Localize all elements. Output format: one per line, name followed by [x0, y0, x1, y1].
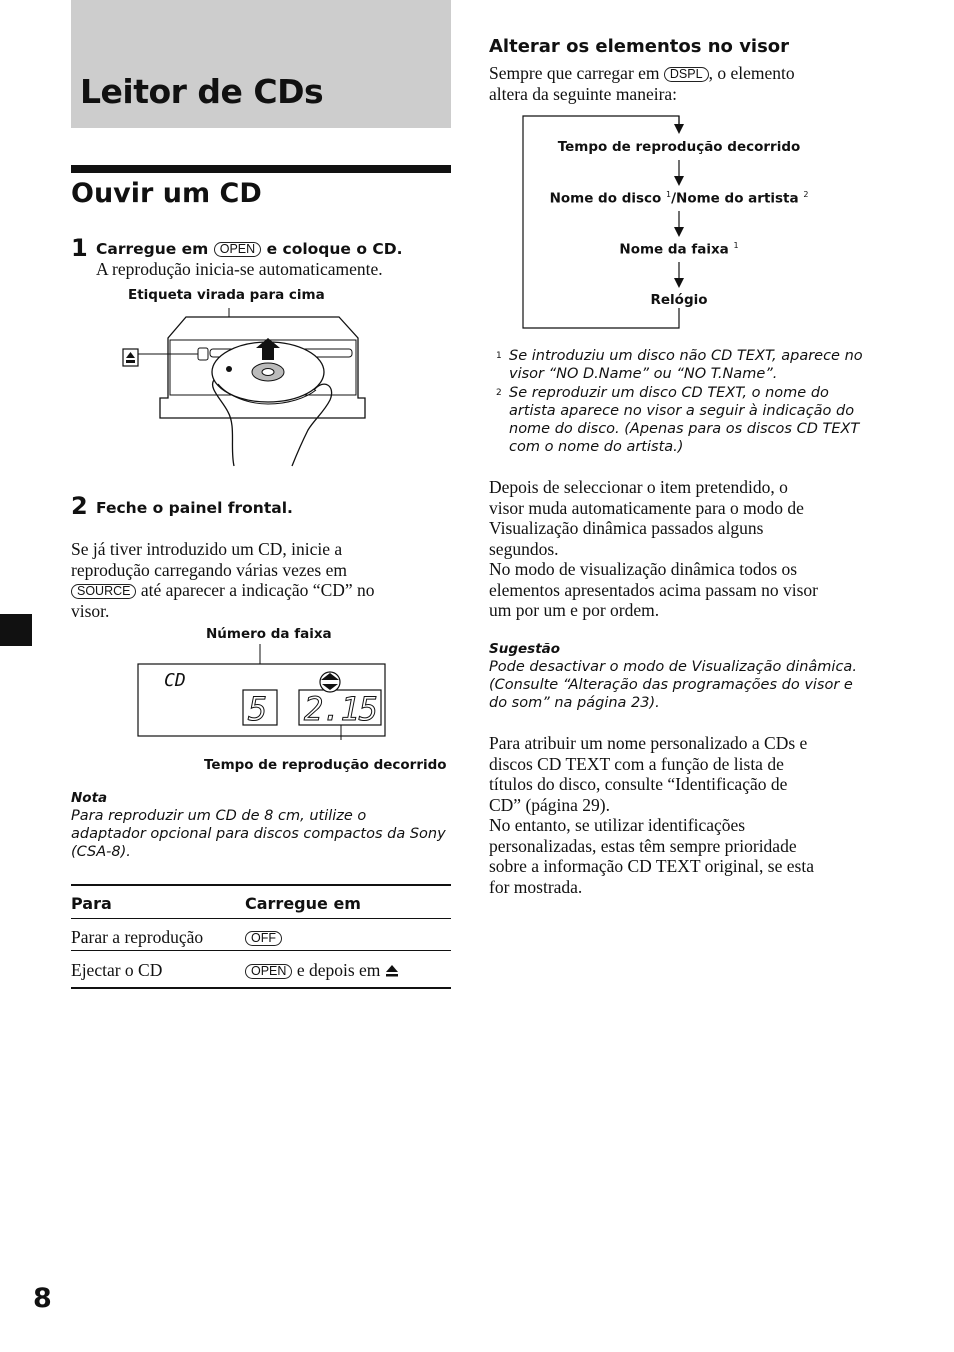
auto-scroll-paragraph: [489, 477, 889, 621]
table-row-stop-label: Parar a reprodução: [71, 927, 204, 947]
paragraph-line: Visualização dinâmica passados alguns: [489, 518, 764, 538]
table-divider: [71, 918, 451, 919]
step-1-detail: A reprodução inicia-se automaticamente.: [96, 259, 383, 279]
source-para-line-2: reprodução carregando várias vezes em: [71, 559, 347, 580]
source-para-line-3-text: até aparecer a indicação “CD” no: [140, 580, 375, 600]
paragraph-line: um por um e por ordem.: [489, 600, 660, 620]
paragraph-line: discos CD TEXT com a função de lista de: [489, 753, 784, 774]
display-intro-after: , o elemento: [708, 63, 795, 83]
step-1-text-before: Carregue em: [96, 240, 209, 258]
flow-item-elapsed-time: Tempo de reprodução decorrido: [557, 139, 801, 155]
tip-body: [489, 658, 889, 712]
paragraph-line: for mostrada.: [489, 876, 583, 897]
chapter-side-tab: [0, 614, 32, 646]
note-line: Para reproduzir um CD de 8 cm, utilize o: [71, 808, 367, 824]
disc-memo-paragraph: [489, 733, 889, 897]
step-1-text-after: e coloque o CD.: [266, 240, 403, 258]
source-paragraph: [71, 539, 451, 621]
lcd-time-text: 2.15: [304, 690, 378, 728]
paragraph-line: sobre a informação CD TEXT original, se esta: [489, 856, 814, 876]
dspl-button-label: DSPL: [664, 67, 709, 82]
paragraph-line: títulos do disco, consulte “Identificação de: [489, 774, 788, 794]
paragraph-line: segundos.: [489, 538, 559, 559]
section-rule: [71, 165, 451, 173]
tip-line: do som” na página 23).: [489, 695, 660, 711]
footnote-line: artista aparece no visor a seguir à indicação do: [509, 403, 855, 419]
paragraph-line: No modo de visualização dinâmica todos os: [489, 559, 798, 579]
tip-line: Pode desactivar o modo de Visualização dinâmica.: [489, 659, 857, 675]
paragraph-line: personalizadas, estas têm sempre prioridade: [489, 835, 797, 856]
footnote-1-text: [509, 347, 889, 383]
footnote-mark: 1: [666, 190, 672, 199]
footnote-line: Se introduziu um disco não CD TEXT, aparece no: [509, 348, 863, 364]
paragraph-line: Para atribuir um nome personalizado a CDs e: [489, 733, 808, 753]
chapter-title: Leitor de CDs: [80, 72, 324, 111]
note-title: Nota: [71, 790, 108, 806]
table-row-stop-action: [245, 927, 282, 948]
lcd-track-text: 5: [248, 690, 268, 728]
tip-title: Sugestão: [489, 641, 561, 657]
lcd-mode-text: CD: [164, 670, 186, 691]
table-bottom-rule: [71, 987, 451, 989]
footnote-line: nome do disco. (Apenas para os discos CD TEXT: [509, 421, 860, 437]
flow-item-clock: Relógio: [650, 292, 708, 308]
source-para-line-1: Se já tiver introduzido um CD, inicie a: [71, 539, 343, 559]
source-para-line-3: [71, 580, 451, 601]
table-header-press: Carregue em: [245, 894, 361, 913]
footnote-line: Se reproduzir um disco CD TEXT, o nome do: [509, 385, 829, 401]
track-number-label: Número da faixa: [206, 626, 332, 642]
paragraph-line: CD” (página 29).: [489, 794, 611, 815]
paragraph-line: visor muda automaticamente para o modo de: [489, 497, 804, 518]
open-button-label: OPEN: [245, 964, 292, 979]
flow-item-disc-artist-name: [520, 190, 838, 207]
paragraph-line: elementos apresentados acima passam no visor: [489, 579, 818, 600]
paragraph-line: Depois de seleccionar o item pretendido, o: [489, 477, 788, 497]
eject-icon: [385, 964, 399, 977]
source-para-line-4: visor.: [71, 600, 110, 621]
footnote-mark: 1: [733, 241, 739, 250]
flow-item-track-name: [520, 241, 838, 258]
note-line: (CSA-8).: [71, 844, 131, 860]
footnote-1-mark: 1: [496, 351, 502, 361]
cd-insertion-illustration: [118, 300, 378, 472]
display-intro-line-1: [489, 63, 879, 84]
display-intro: [489, 63, 879, 104]
subsection-title: Alterar os elementos no visor: [489, 36, 790, 57]
step-1-instruction: [96, 240, 403, 258]
flow-disc-name: Nome do disco: [549, 190, 662, 207]
step-1-number: 1: [71, 234, 88, 262]
table-top-rule: [71, 884, 451, 886]
display-intro-line-2: altera da seguinte maneira:: [489, 83, 678, 104]
label-up-label: Etiqueta virada para cima: [128, 287, 325, 303]
page-number: 8: [33, 1283, 52, 1314]
step-2-number: 2: [71, 492, 88, 520]
section-title: Ouvir um CD: [71, 178, 262, 209]
paragraph-line: No entanto, se utilizar identificações: [489, 815, 746, 835]
footnote-2-text: [509, 384, 889, 456]
note-line: adaptador opcional para discos compactos da Sony: [71, 826, 446, 842]
flow-track-name: Nome da faixa: [619, 241, 729, 258]
step-2-instruction: Feche o painel frontal.: [96, 499, 293, 517]
source-button-label: SOURCE: [71, 584, 136, 599]
footnote-mark: 2: [803, 190, 809, 199]
flow-artist-name: /Nome do artista: [671, 190, 799, 207]
table-header-para: Para: [71, 894, 112, 913]
table-row-eject-label: Ejectar o CD: [71, 960, 163, 980]
footnote-2-mark: 2: [496, 388, 502, 398]
table-row-eject-action: [245, 960, 399, 981]
footnote-line: com o nome do artista.): [509, 439, 684, 455]
off-button-label: OFF: [245, 931, 282, 946]
footnote-line: visor “NO D.Name” ou “NO T.Name”.: [509, 366, 778, 382]
tip-line: (Consulte “Alteração das programações do visor e: [489, 677, 853, 693]
note-body: [71, 807, 456, 861]
lcd-display-illustration: [136, 640, 388, 740]
eject-action-text: e depois em: [296, 960, 381, 980]
elapsed-time-label: Tempo de reprodução decorrido: [204, 757, 447, 773]
open-button-label: OPEN: [214, 242, 261, 257]
display-intro-before: Sempre que carregar em: [489, 63, 660, 83]
table-divider: [71, 950, 451, 951]
